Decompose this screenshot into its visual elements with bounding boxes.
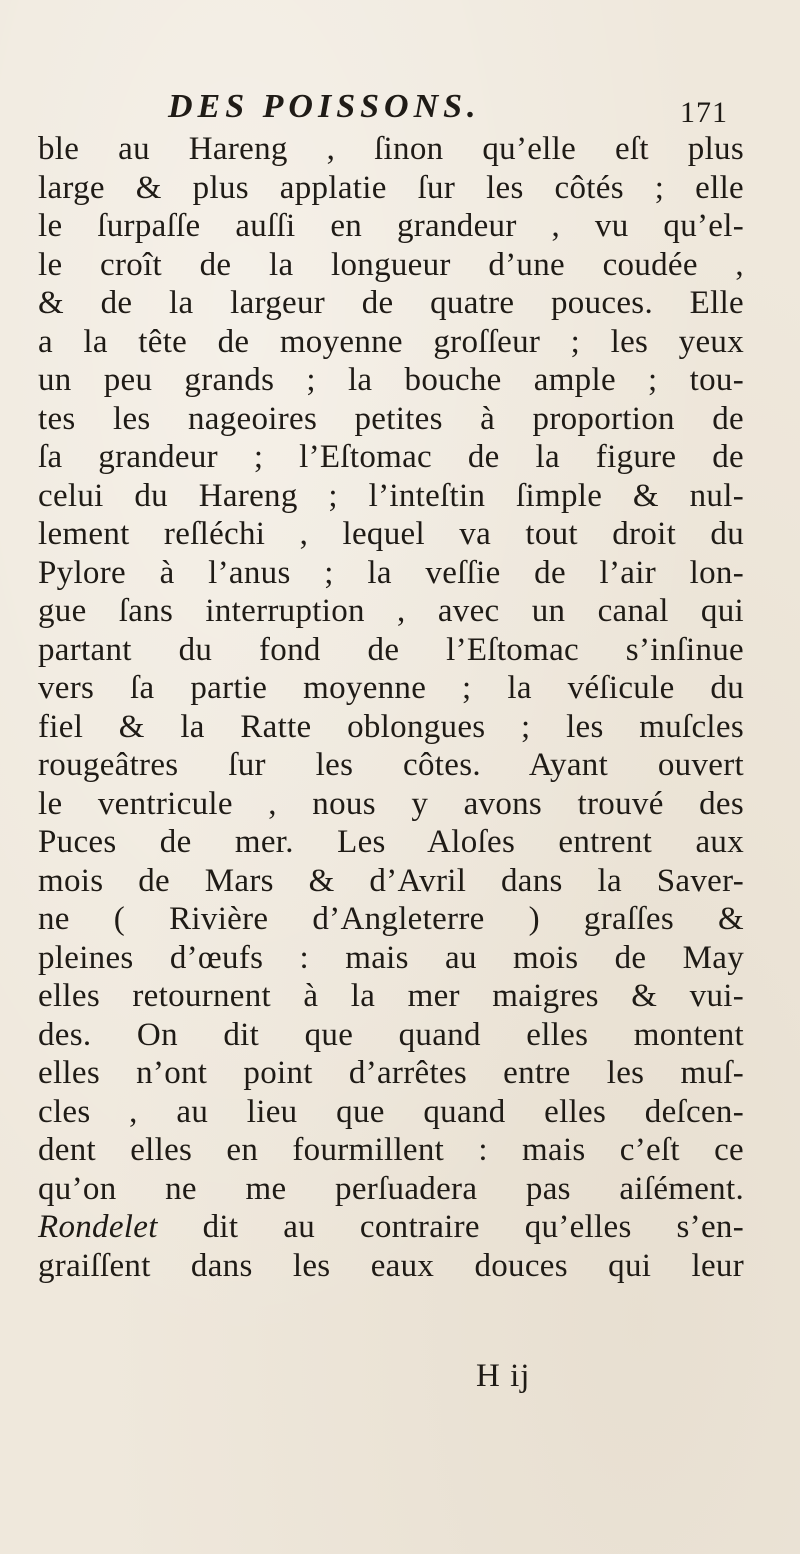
text-line-with-author bbox=[38, 1208, 744, 1247]
text-line: elles retournent à la mer maigres & vui- bbox=[38, 978, 744, 1014]
text-line: ble au Hareng , ſinon qu’elle eſt plus bbox=[38, 131, 744, 167]
text-line: Puces de mer. Les Aloſes entrent aux bbox=[38, 824, 744, 860]
text-line: ne ( Rivière d’Angleterre ) graſſes & bbox=[38, 901, 744, 937]
text-line: celui du Hareng ; l’inteſtin ſimple & nul- bbox=[38, 477, 744, 514]
text-line: ſa grandeur ; l’Eſtomac de la figure de bbox=[38, 439, 744, 475]
running-head bbox=[168, 88, 728, 128]
text-line: Pylore à l’anus ; la veſſie de l’air lon- bbox=[38, 554, 744, 591]
running-title: DES POISSONS. bbox=[168, 88, 481, 125]
text-line: elles n’ont point d’arrêtes entre les muſ- bbox=[38, 1055, 744, 1091]
text-line: un peu grands ; la bouche ample ; tou- bbox=[38, 362, 744, 398]
author-name: Rondelet bbox=[38, 1209, 158, 1245]
text-line: lement reſléchi , lequel va tout droit du bbox=[38, 516, 744, 552]
text-line: tes les nageoires petites à proportion de bbox=[38, 400, 744, 437]
text-line: large & plus applatie ſur les côtés ; elle bbox=[38, 169, 744, 206]
text-line: fiel & la Ratte oblongues ; les muſcles bbox=[38, 708, 744, 745]
text-line: le ſurpaſſe auſſi en grandeur , vu qu’el- bbox=[38, 208, 744, 244]
text-line: graiſſent dans les eaux douces qui leur bbox=[38, 1247, 744, 1284]
text-line: le croît de la longueur d’une coudée , bbox=[38, 246, 744, 283]
author-line-rest: dit au contraire qu’elles s’en- bbox=[157, 1209, 744, 1245]
text-line: a la tête de moyenne groſſeur ; les yeux bbox=[38, 323, 744, 360]
text-line: vers ſa partie moyenne ; la véſicule du bbox=[38, 670, 744, 706]
text-line: gue ſans interruption , avec un canal qui bbox=[38, 593, 744, 629]
text-line: pleines d’œufs : mais au mois de May bbox=[38, 939, 744, 976]
text-line: le ventricule , nous y avons trouvé des bbox=[38, 785, 744, 822]
page-number: 171 bbox=[680, 96, 728, 129]
text-line: dent elles en fourmillent : mais c’eſt ce bbox=[38, 1132, 744, 1168]
text-line: des. On dit que quand elles montent bbox=[38, 1016, 744, 1053]
text-line: partant du fond de l’Eſtomac s’inſinue bbox=[38, 631, 744, 668]
body-text bbox=[38, 130, 744, 1285]
text-line: qu’on ne me perſuadera pas aiſément. bbox=[38, 1170, 744, 1207]
text-line: & de la largeur de quatre pouces. Elle bbox=[38, 285, 744, 321]
text-line: cles , au lieu que quand elles deſcen- bbox=[38, 1093, 744, 1130]
text-line: mois de Mars & d’Avril dans la Saver- bbox=[38, 862, 744, 899]
signature-mark: H ij bbox=[476, 1358, 531, 1394]
text-line: rougeâtres ſur les côtes. Ayant ouvert bbox=[38, 747, 744, 783]
